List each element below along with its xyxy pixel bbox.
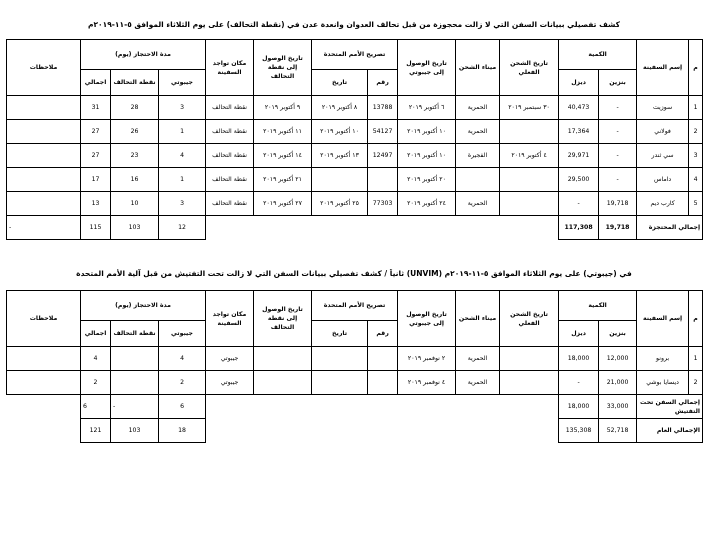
row-notes bbox=[7, 144, 81, 168]
col-permit-no: رقم bbox=[368, 70, 398, 96]
inspection-total-dj-days: 6 bbox=[159, 395, 206, 419]
table-row bbox=[7, 347, 703, 371]
row-total-days: 17 bbox=[81, 168, 111, 192]
col-diesel: ديزل bbox=[559, 70, 599, 96]
row-port: الحمرية bbox=[456, 96, 500, 120]
inspection-total-co-days: - bbox=[111, 395, 159, 419]
row-djibouti-days: 2 bbox=[159, 371, 206, 395]
row-arrival-coalition: ٢١ أكتوبر ٢٠١٩ bbox=[254, 168, 312, 192]
row-djibouti-days: 1 bbox=[159, 168, 206, 192]
row-coalition-days: 26 bbox=[111, 120, 159, 144]
row-loading-date bbox=[500, 371, 559, 395]
col-ship-name: إسم السفينة bbox=[637, 40, 689, 96]
table-row bbox=[7, 192, 703, 216]
row-djibouti-days: 3 bbox=[159, 96, 206, 120]
row-djibouti-days: 3 bbox=[159, 192, 206, 216]
row-petrol: - bbox=[599, 144, 637, 168]
row-ship-name: سي ثندر bbox=[637, 144, 689, 168]
row-location: نقطة التحالف bbox=[206, 192, 254, 216]
col-total-days: اجمالي bbox=[81, 70, 111, 96]
row-coalition-days bbox=[111, 371, 159, 395]
row-coalition-days: 16 bbox=[111, 168, 159, 192]
row-coalition-days: 10 bbox=[111, 192, 159, 216]
row-coalition-days: 23 bbox=[111, 144, 159, 168]
col-coalition-days: نقطة التحالف bbox=[111, 70, 159, 96]
col-coalition-days: نقطة التحالف bbox=[111, 321, 159, 347]
total-detained-diesel: 117,308 bbox=[559, 216, 599, 240]
row-arrival-djibouti: ٢٤ أكتوبر ٢٠١٩ bbox=[398, 192, 456, 216]
row-num: 1 bbox=[689, 347, 703, 371]
grand-total-dj-days: 18 bbox=[159, 419, 206, 443]
col-djibouti-days: جيبوتي bbox=[159, 70, 206, 96]
col-loading-date: تاريخ الشحن الفعلي bbox=[500, 291, 559, 347]
row-petrol: 12,000 bbox=[599, 347, 637, 371]
row-location: نقطة التحالف bbox=[206, 144, 254, 168]
section1-title: كشف تفصيلي ببيانات السفن التي لا زالت محجوزة من قبل تحالف العدوان وانعدة عدن في (نقطة التحالف) على يوم الثلاثاء الموافق ٥-١١-٢٠١٩م bbox=[87, 20, 621, 29]
total-detained-notes: - bbox=[7, 216, 81, 240]
row-petrol: - bbox=[599, 120, 637, 144]
total-detained-co-days: 103 bbox=[111, 216, 159, 240]
row-notes bbox=[7, 192, 81, 216]
row-permit-date bbox=[312, 371, 368, 395]
row-coalition-days: 28 bbox=[111, 96, 159, 120]
table-row bbox=[7, 144, 703, 168]
row-total-days: 4 bbox=[81, 347, 111, 371]
row-arrival-djibouti: ٤ نوفمبر ٢٠١٩ bbox=[398, 371, 456, 395]
row-diesel: - bbox=[559, 192, 599, 216]
grand-total-co-days: 103 bbox=[111, 419, 159, 443]
row-permit-date bbox=[312, 347, 368, 371]
total-detained-label: إجمالي المحتجزة bbox=[637, 216, 703, 240]
col-notes: ملاحظات bbox=[7, 40, 81, 96]
row-ship-name: داماس bbox=[637, 168, 689, 192]
col-arrival-djibouti: تاريخ الوصول إلى جيبوتي bbox=[398, 40, 456, 96]
col-quantity: الكمية bbox=[559, 40, 637, 70]
col-petrol: بنزين bbox=[599, 321, 637, 347]
row-petrol: 21,000 bbox=[599, 371, 637, 395]
row-port: الحمرية bbox=[456, 120, 500, 144]
row-permit-no: 54127 bbox=[368, 120, 398, 144]
row-loading-date bbox=[500, 168, 559, 192]
total-spacer bbox=[206, 216, 559, 240]
col-djibouti-days: جيبوتي bbox=[159, 321, 206, 347]
row-permit-no: 13788 bbox=[368, 96, 398, 120]
inspection-spacer bbox=[206, 395, 559, 419]
row-location: نقطة التحالف bbox=[206, 96, 254, 120]
row-loading-date bbox=[500, 347, 559, 371]
col-quantity: الكمية bbox=[559, 291, 637, 321]
row-diesel: 17,364 bbox=[559, 120, 599, 144]
row-ship-name: سوزيت bbox=[637, 96, 689, 120]
col-loading-date: تاريخ الشحن الفعلي bbox=[500, 40, 559, 96]
grand-total-diesel: 135,308 bbox=[559, 419, 599, 443]
row-total-days: 31 bbox=[81, 96, 111, 120]
row-num: 1 bbox=[689, 96, 703, 120]
row-notes bbox=[7, 347, 81, 371]
col-ship-location: مكان تواجد السفينة bbox=[206, 40, 254, 96]
row-djibouti-days: 1 bbox=[159, 120, 206, 144]
row-total-days: 27 bbox=[81, 144, 111, 168]
row-num: 5 bbox=[689, 192, 703, 216]
grand-notes-empty bbox=[7, 419, 81, 443]
row-petrol: 19,718 bbox=[599, 192, 637, 216]
col-num: م bbox=[689, 291, 703, 347]
grand-total-total: 121 bbox=[81, 419, 111, 443]
table-row bbox=[7, 168, 703, 192]
row-num: 2 bbox=[689, 120, 703, 144]
col-permit-no: رقم bbox=[368, 321, 398, 347]
inspection-total-label: إجمالي السفن تحت التفتيش bbox=[637, 395, 703, 419]
col-ship-name: إسم السفينة bbox=[637, 291, 689, 347]
row-loading-date: ٣٠ سبتمبر ٢٠١٩ bbox=[500, 96, 559, 120]
grand-total-petrol: 52,718 bbox=[599, 419, 637, 443]
total-detained-petrol: 19,718 bbox=[599, 216, 637, 240]
total-detained-dj-days: 12 bbox=[159, 216, 206, 240]
row-arrival-coalition: ٩ أكتوبر ٢٠١٩ bbox=[254, 96, 312, 120]
row-arrival-djibouti: ٦ أكتوبر ٢٠١٩ bbox=[398, 96, 456, 120]
row-permit-no bbox=[368, 347, 398, 371]
col-un-permit: تصريح الأمم المتحدة bbox=[312, 40, 398, 70]
row-port: الحمرية bbox=[456, 192, 500, 216]
inspection-ships-table bbox=[6, 290, 703, 443]
row-port: الفجيرة bbox=[456, 144, 500, 168]
row-arrival-coalition: ١٤ أكتوبر ٢٠١٩ bbox=[254, 144, 312, 168]
col-detention-period: مدة الاحتجاز (يوم) bbox=[81, 40, 206, 70]
table-row bbox=[7, 96, 703, 120]
col-permit-date: تاريخ bbox=[312, 70, 368, 96]
row-permit-date: ٨ أكتوبر ٢٠١٩ bbox=[312, 96, 368, 120]
inspection-total-total: 6 bbox=[81, 395, 111, 419]
inspection-total-diesel: 18,000 bbox=[559, 395, 599, 419]
row-ship-name: برونو bbox=[637, 347, 689, 371]
row-arrival-coalition bbox=[254, 347, 312, 371]
row-num: 4 bbox=[689, 168, 703, 192]
row-location: نقطة التحالف bbox=[206, 168, 254, 192]
row-permit-no bbox=[368, 168, 398, 192]
col-arrival-coalition: تاريخ الوصول إلى نقطة التحالف bbox=[254, 40, 312, 96]
row-num: 2 bbox=[689, 371, 703, 395]
row-djibouti-days: 4 bbox=[159, 144, 206, 168]
row-djibouti-days: 4 bbox=[159, 347, 206, 371]
row-arrival-djibouti: ١٠ أكتوبر ٢٠١٩ bbox=[398, 144, 456, 168]
row-permit-no: 12497 bbox=[368, 144, 398, 168]
row-arrival-coalition bbox=[254, 371, 312, 395]
row-location: نقطة التحالف bbox=[206, 120, 254, 144]
row-arrival-djibouti: ٢٠ أكتوبر ٢٠١٩ bbox=[398, 168, 456, 192]
col-port: ميناء الشحن bbox=[456, 291, 500, 347]
row-diesel: 29,500 bbox=[559, 168, 599, 192]
col-petrol: بنزين bbox=[599, 70, 637, 96]
row-loading-date bbox=[500, 192, 559, 216]
row-port bbox=[456, 168, 500, 192]
row-notes bbox=[7, 120, 81, 144]
row-permit-date bbox=[312, 168, 368, 192]
detained-ships-table bbox=[6, 39, 703, 240]
table-row bbox=[7, 371, 703, 395]
col-num: م bbox=[689, 40, 703, 96]
col-notes: ملاحظات bbox=[7, 291, 81, 347]
col-arrival-coalition: تاريخ الوصول إلى نقطة التحالف bbox=[254, 291, 312, 347]
row-permit-date: ١٠ أكتوبر ٢٠١٩ bbox=[312, 120, 368, 144]
col-un-permit: تصريح الأمم المتحدة bbox=[312, 291, 398, 321]
section2-title: ثانياً / كشف تفصيلي ببيانات السفن التي لا زالت تحت التفتيش من قبل آلية الأمم المتحدة (UNVIM) في (جيبوتي) على يوم الثلاثاء الموافق ٥-١١-٢٠١٩م bbox=[76, 269, 632, 278]
row-total-days: 27 bbox=[81, 120, 111, 144]
row-port: الحمرية bbox=[456, 371, 500, 395]
grand-total-label: الإجمالي العام bbox=[637, 419, 703, 443]
row-notes bbox=[7, 371, 81, 395]
col-port: ميناء الشحن bbox=[456, 40, 500, 96]
table-row bbox=[7, 120, 703, 144]
row-petrol: - bbox=[599, 168, 637, 192]
row-diesel: 18,000 bbox=[559, 347, 599, 371]
row-loading-date bbox=[500, 120, 559, 144]
row-diesel: 40,473 bbox=[559, 96, 599, 120]
total-detained-total: 115 bbox=[81, 216, 111, 240]
row-ship-name: كارب ديم bbox=[637, 192, 689, 216]
row-permit-no bbox=[368, 371, 398, 395]
row-num: 3 bbox=[689, 144, 703, 168]
row-notes bbox=[7, 96, 81, 120]
col-total-days: اجمالي bbox=[81, 321, 111, 347]
row-arrival-djibouti: ٢ نوفمبر ٢٠١٩ bbox=[398, 347, 456, 371]
row-arrival-coalition: ٢٧ أكتوبر ٢٠١٩ bbox=[254, 192, 312, 216]
row-petrol: - bbox=[599, 96, 637, 120]
inspection-total-petrol: 33,000 bbox=[599, 395, 637, 419]
col-ship-location: مكان تواجد السفينة bbox=[206, 291, 254, 347]
inspection-notes-empty bbox=[7, 395, 81, 419]
row-total-days: 2 bbox=[81, 371, 111, 395]
col-arrival-djibouti: تاريخ الوصول إلى جيبوتي bbox=[398, 291, 456, 347]
row-permit-no: 77303 bbox=[368, 192, 398, 216]
row-permit-date: ١٣ أكتوبر ٢٠١٩ bbox=[312, 144, 368, 168]
row-coalition-days bbox=[111, 347, 159, 371]
row-permit-date: ٢٥ أكتوبر ٢٠١٩ bbox=[312, 192, 368, 216]
grand-spacer bbox=[206, 419, 559, 443]
row-ship-name: فولاني bbox=[637, 120, 689, 144]
row-diesel: 29,971 bbox=[559, 144, 599, 168]
row-total-days: 13 bbox=[81, 192, 111, 216]
row-arrival-djibouti: ١٠ أكتوبر ٢٠١٩ bbox=[398, 120, 456, 144]
row-arrival-coalition: ١١ أكتوبر ٢٠١٩ bbox=[254, 120, 312, 144]
row-location: جيبوتي bbox=[206, 347, 254, 371]
row-diesel: - bbox=[559, 371, 599, 395]
row-ship-name: ديسايا بوشي bbox=[637, 371, 689, 395]
row-location: جيبوتي bbox=[206, 371, 254, 395]
col-detention-period: مدة الاحتجاز (يوم) bbox=[81, 291, 206, 321]
row-loading-date: ٤ أكتوبر ٢٠١٩ bbox=[500, 144, 559, 168]
col-permit-date: تاريخ bbox=[312, 321, 368, 347]
row-port: الحمرية bbox=[456, 347, 500, 371]
row-notes bbox=[7, 168, 81, 192]
col-diesel: ديزل bbox=[559, 321, 599, 347]
